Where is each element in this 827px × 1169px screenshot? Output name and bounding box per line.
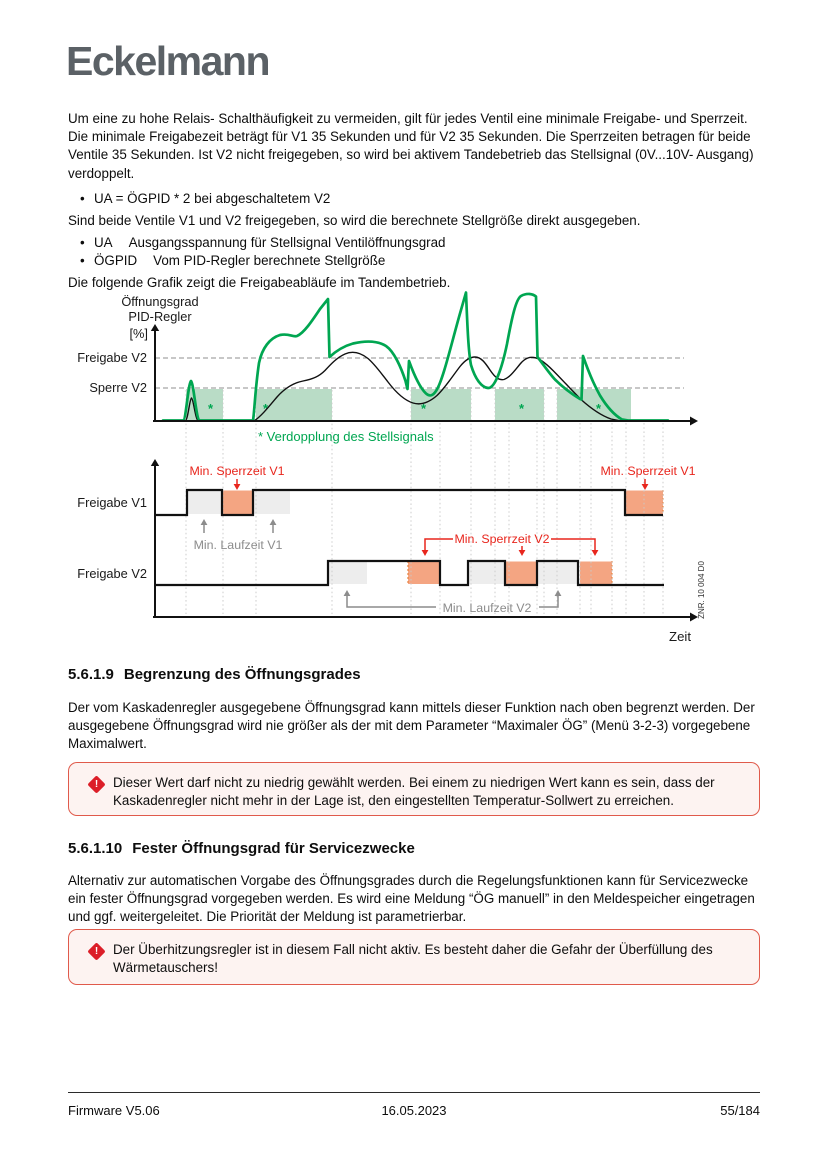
time-axis (153, 613, 698, 645)
warning-diamond-icon: ! (87, 775, 105, 793)
min-laufzeit-v2-label: Min. Laufzeit V2 (442, 601, 532, 615)
section-title: Begrenzung des Öffnungsgrades (123, 666, 361, 683)
section-number: 5.6.1.9 (68, 666, 114, 683)
axis-unit-label: [%] (129, 326, 148, 341)
svg-text:*: * (421, 401, 427, 416)
freigabe-v2-row-label: Freigabe V2 (77, 566, 147, 581)
definition-ua: Ausgangsspannung für Stellsignal Ventilöffnungsgrad (128, 235, 446, 250)
footer-page-number: 55/184 (720, 1103, 760, 1118)
section-heading-56110 (68, 840, 415, 857)
eckelmann-logo: Eckelmann (66, 38, 269, 84)
pid-output-curve (163, 352, 625, 421)
section-5619-body: Der vom Kaskadenregler ausgegebene Öffnungsgrad kann mittels dieser Funktion nach oben begrenzt werden. Der ausgegebene Öffnungsgrad wird nie größer als der mit dem Parameter “Maximaler ÖG” (Menü 3-2-3) vorgegebene Maximalwert. (68, 700, 755, 752)
footer-date: 16.05.2023 (381, 1103, 447, 1118)
warning-box-2 (68, 929, 760, 985)
svg-text:*: * (519, 401, 525, 416)
bullet-marker: • (80, 253, 85, 268)
valve2-timing-boxes (328, 561, 612, 584)
footer-divider (68, 1092, 760, 1093)
tandem-operation-diagram (58, 288, 764, 654)
freigabe-v2-level-label: Freigabe V2 (77, 350, 147, 365)
bullet-text: UA = ÖGPID * 2 bei abgeschaltetem V2 (94, 191, 331, 206)
section-56110-body: Alternativ zur automatischen Vorgabe des Öffnungsgrades durch die Regelungsfunktionen kann für Servicezwecke ein fester Öffnungsgrad vorgegeben werden. Es wird eine Meldung “ÖG manuell” in den Meldespeicher eingetragen und ggf. weitergeleitet. Die Priorität der Meldung ist parametrierbar. (68, 873, 755, 925)
intro-paragraph-3: Die folgende Grafik zeigt die Freigabeabläufe im Tandembetrieb. (68, 275, 451, 290)
section-title: Fester Öffnungsgrad für Servicezwecke (132, 840, 415, 857)
svg-text:*: * (208, 401, 214, 416)
bullet-marker: • (80, 235, 85, 250)
term-oegpid: ÖGPID (94, 253, 138, 268)
min-sperrzeit-v2-label: Min. Sperrzeit V2 (454, 532, 550, 546)
valve1-timing-boxes (187, 490, 663, 514)
warning-diamond-icon: ! (87, 942, 105, 960)
section-number: 5.6.1.10 (68, 840, 123, 857)
warning-box-1 (68, 762, 760, 816)
section-heading-5619 (68, 666, 361, 683)
footer-firmware-version: Firmware V5.06 (68, 1103, 160, 1118)
freigabe-v1-row-label: Freigabe V1 (77, 495, 147, 510)
svg-text:*: * (596, 401, 602, 416)
axis-title-line1: Öffnungsgrad (121, 294, 199, 309)
definition-oegpid: Vom PID-Regler berechnete Stellgröße (153, 253, 386, 268)
bullet-oegpid-definition (80, 252, 760, 270)
valve1-timing (77, 459, 695, 617)
time-axis-label: Zeit (669, 629, 691, 644)
intro-paragraph-2: Sind beide Ventile V1 und V2 freigegeben, so wird die berechnete Stellgröße direkt ausgegeben. (68, 213, 641, 228)
min-sperrzeit-v1-label-2: Min. Sperrzeit V1 (600, 464, 696, 478)
bullet-ua-formula (80, 190, 760, 208)
warning-text: Der Überhitzungsregler ist in diesem Fall nicht aktiv. Es besteht daher die Gefahr der Überfüllung des Wärmetauschers! (113, 942, 713, 976)
doubling-footnote: * Verdopplung des Stellsignals (258, 429, 434, 444)
sperre-v2-level-label: Sperre V2 (89, 380, 147, 395)
min-laufzeit-v1-label: Min. Laufzeit V1 (193, 538, 283, 552)
axis-title-line2: PID-Regler (128, 309, 192, 324)
bullet-ua-definition (80, 234, 760, 252)
bullet-marker: • (80, 191, 85, 206)
term-ua: UA (94, 235, 113, 250)
warning-text: Dieser Wert darf nicht zu niedrig gewählt werden. Bei einem zu niedrigen Wert kann es sein, dass der Kaskadenregler nicht mehr in der Lage ist, den eingestellten Temperatur-Sollwert zu erreichen. (113, 775, 715, 809)
intro-paragraph-1: Um eine zu hohe Relais- Schalthäufigkeit zu vermeiden, gilt für jedes Ventil eine minimale Freigabe- und Sperrzeit. Die minimale Freigabezeit beträgt für V1 35 Sekunden und für V2 35 Sekunden. Die Sperrzeiten betragen für beide Ventile 35 Sekunden. Ist V2 nicht freigegeben, so wird bei aktivem Tandebetrieb das Stellsignal (0V...10V- Ausgang) verdoppelt. (68, 111, 754, 181)
svg-text:*: * (263, 401, 269, 416)
min-sperrzeit-v1-label: Min. Sperrzeit V1 (189, 464, 285, 478)
drawing-number: ZNR. 10 004 D0 (697, 561, 706, 619)
